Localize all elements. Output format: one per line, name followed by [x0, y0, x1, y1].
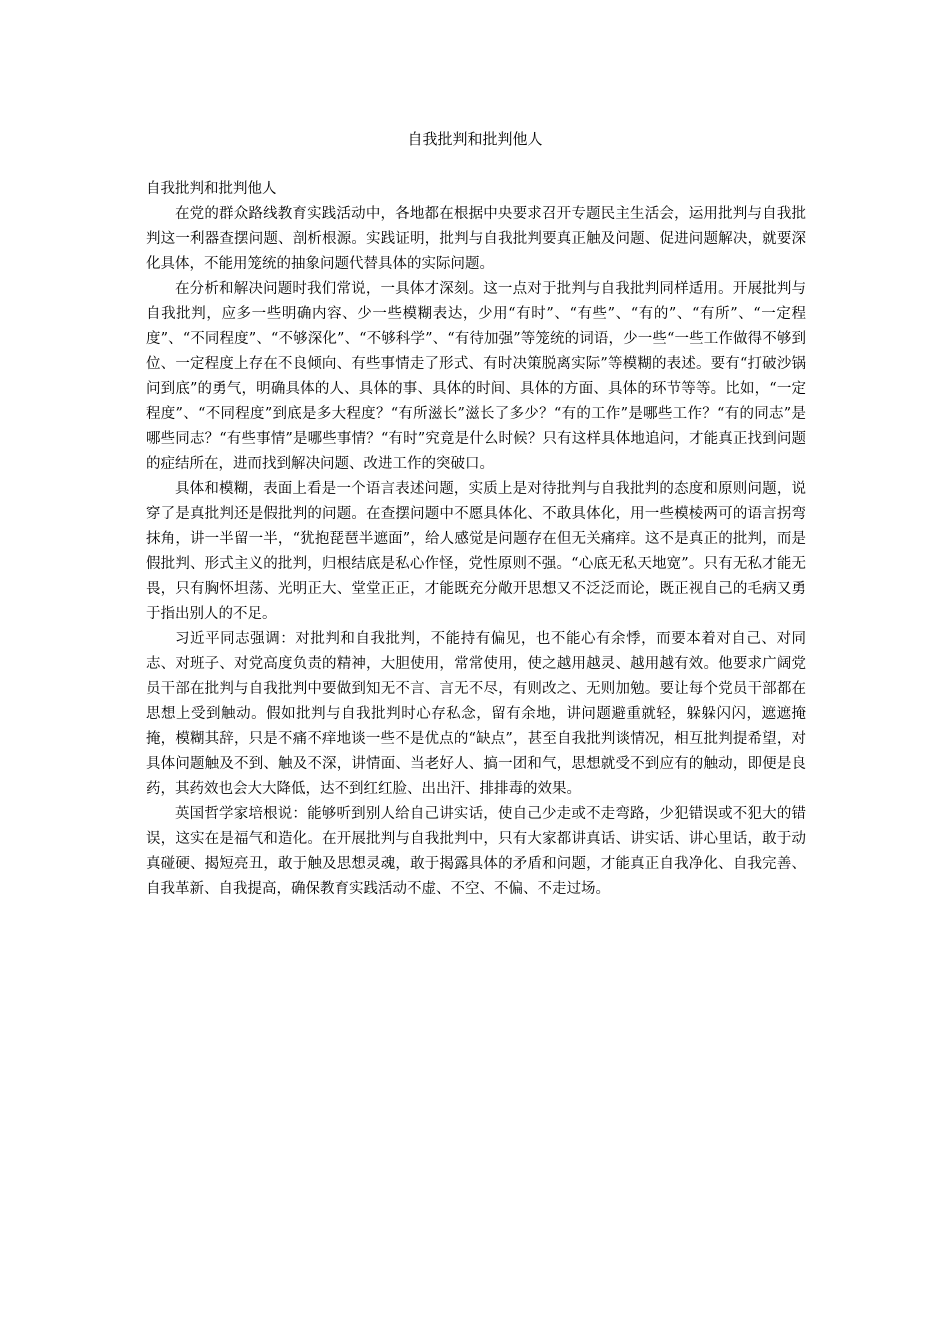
document-title: 自我批判和批判他人 [407, 130, 543, 148]
paragraph: 在分析和解决问题时我们常说，一具体才深刻。这一点对于批判与自我批判同样适用。开展批判与自我批判，应多一些明确内容、少一些模糊表达，少用“有时”、“有些”、“有的”、“有所”、“一定程度”、“不同程度”、“不够深化”、“不够科学”、“有待加强”等笼统的词语，少一些“一些工作做得不够到位、一定程度上存在不良倾向、有些事情走了形式、有时决策脱离实际”等模糊的表述。要有“打破沙锅问到底”的勇气，明确具体的人、具体的事、具体的时间、具体的方面、具体的环节等等。比如，“一定程度”、“不同程度”到底是多大程度？“有所滋长”滋长了多少？“有的工作”是哪些工作？“有的同志”是哪些同志？“有些事情”是哪些事情？“有时”究竟是什么时候？只有这样具体地追问，才能真正找到问题的症结所在，进而找到解决问题、改进工作的突破口。 [146, 281, 806, 472]
document-body [146, 177, 806, 902]
paragraph: 习近平同志强调：对批判和自我批判，不能持有偏见，也不能心有余悸，而要本着对自己、对同志、对班子、对党高度负责的精神，大胆使用，常常使用，使之越用越灵、越用越有效。他要求广阔党员干部在批判与自我批判中要做到知无不言、言无不尽，有则改之、无则加勉。要让每个党员干部都在思想上受到触动。假如批判与自我批判时心存私念，留有余地，讲问题避重就轻，躲躲闪闪，遮遮掩掩，模糊其辞，只是不痛不痒地谈一些不是优点的“缺点”，甚至自我批判谈情况，相互批判提希望，对具体问题触及不到、触及不深，讲情面、当老好人、搞一团和气，思想就受不到应有的触动，即便是良药，其药效也会大大降低，达不到红红脸、出出汗、排排毒的效果。 [146, 631, 806, 797]
paragraph: 英国哲学家培根说：能够听到别人给自己讲实话，使自己少走或不走弯路，少犯错误或不犯大的错误，这实在是福气和造化。在开展批判与自我批判中，只有大家都讲真话、讲实话、讲心里话，敢于动真碰硬、揭短亮丑，敢于触及思想灵魂，敢于揭露具体的矛盾和问题，才能真正自我净化、自我完善、自我革新、自我提高，确保教育实践活动不虚、不空、不偏、不走过场。 [146, 806, 806, 897]
paragraph: 在党的群众路线教育实践活动中，各地都在根据中央要求召开专题民主生活会，运用批判与自我批判这一利器查摆问题、剖析根源。实践证明，批判与自我批判要真正触及问题、促进问题解决，就要深化具体，不能用笼统的抽象问题代替具体的实际问题。 [146, 206, 806, 272]
paragraph: 具体和模糊，表面上看是一个语言表述问题，实质上是对待批判与自我批判的态度和原则问题，说穿了是真批判还是假批判的问题。在查摆问题中不愿具体化、不敢具体化，用一些模棱两可的语言拐弯抹角，讲一半留一半，“犹抱琵琶半遮面”，给人感觉是问题存在但无关痛痒。这不是真正的批判，而是假批判、形式主义的批判，归根结底是私心作怪，党性原则不强。“心底无私天地宽”。只有无私才能无畏，只有胸怀坦荡、光明正大、堂堂正正，才能既充分敞开思想又不泛泛而论，既正视自己的毛病又勇于指出别人的不足。 [146, 481, 806, 622]
document-subheading: 自我批判和批判他人 [146, 181, 277, 197]
